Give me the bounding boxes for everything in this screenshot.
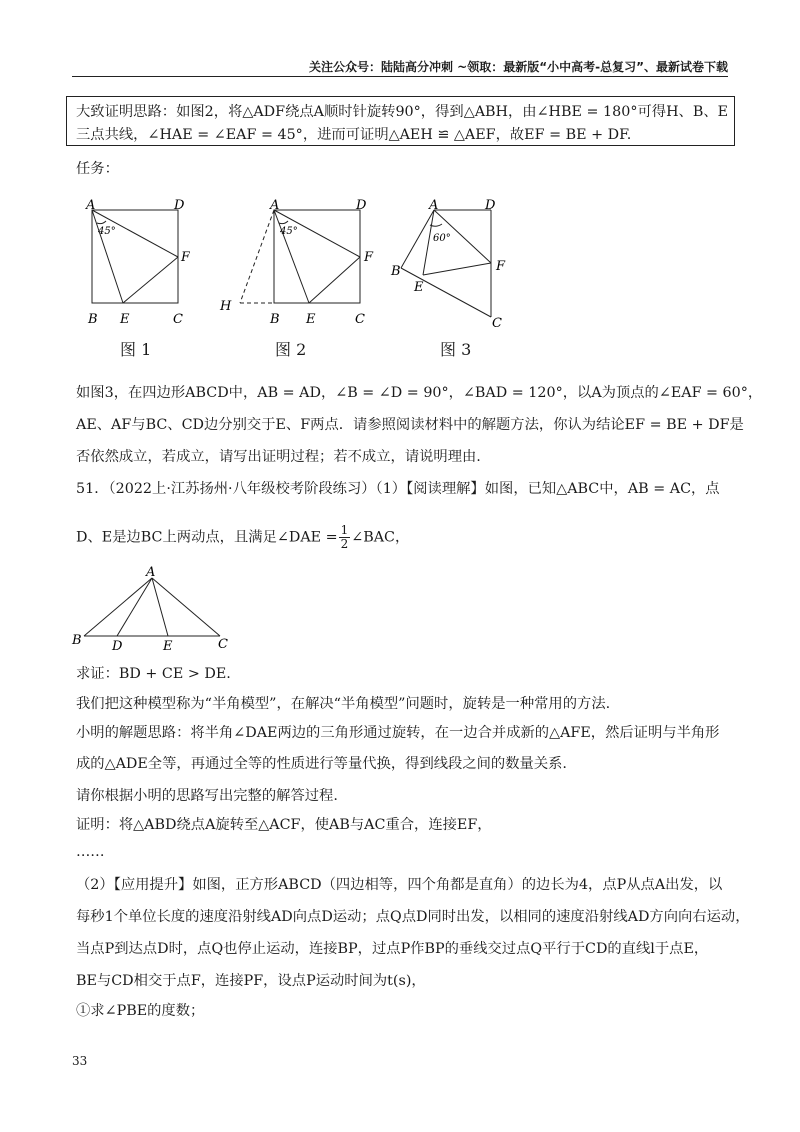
- body-line-7: ……: [76, 844, 105, 860]
- figure-3: [388, 195, 518, 335]
- fig3-label-B: B: [391, 264, 401, 279]
- task-text-2: AE、AF与BC、CD边分别交于E、F两点．请参照阅读材料中的解题方法，你认为结论EF = BE + DF是: [76, 417, 744, 433]
- figure-2-caption: 图 2: [275, 340, 307, 359]
- fraction-denominator: 2: [340, 537, 349, 551]
- fig3-label-C: C: [492, 316, 502, 331]
- fig1-label-F: F: [181, 250, 190, 265]
- task-text-1: 如图3，在四边形ABCD中，AB = AD，∠B = ∠D = 90°，∠BAD = 120°，以A为顶点的∠EAF = 60°，: [76, 385, 763, 401]
- figure-4-triangle: [68, 564, 243, 654]
- task-text-3: 否依然成立，若成立，请写出证明过程；若不成立，请说明理由.: [76, 449, 481, 465]
- fig1-angle-label: 45°: [98, 226, 116, 237]
- body-line-5: 请你根据小明的思路写出完整的解答过程.: [76, 788, 338, 804]
- fig3-label-F: F: [496, 259, 506, 274]
- body-line-6: 证明：将△ABD绕点A旋转至△ACF，使AB与AC重合，连接EF，: [76, 817, 492, 833]
- fig3-angle-label: 60°: [433, 233, 451, 244]
- fig1-label-B: B: [88, 312, 98, 327]
- fig2-label-C: C: [355, 312, 365, 327]
- figure-2: [212, 195, 387, 335]
- fig1-label-C: C: [173, 312, 183, 327]
- body-line-9: 每秒1个单位长度的速度沿射线AD向点D运动；点Q点D同时出发，以相同的速度沿射线AD方向向右运动，: [76, 909, 750, 925]
- fig4-label-D: D: [112, 639, 123, 654]
- task-label: 任务：: [76, 161, 119, 177]
- fig4-label-E: E: [163, 639, 173, 654]
- question-51-line-2: [76, 524, 409, 551]
- fig2-label-H: H: [220, 299, 232, 314]
- fig1-label-D: D: [174, 198, 185, 213]
- fig3-label-D: D: [485, 198, 496, 213]
- fig4-label-C: C: [218, 637, 228, 652]
- figure-3-caption: 图 3: [440, 340, 472, 359]
- q51-line2-post: ∠BAC，: [351, 529, 410, 546]
- body-line-12: ①求∠PBE的度数；: [76, 1003, 205, 1019]
- body-line-2: 我们把这种模型称为“半角模型”，在解决“半角模型”问题时，旋转是一种常用的方法.: [76, 696, 611, 712]
- fig1-label-A: A: [86, 198, 96, 213]
- fraction-numerator: 1: [340, 523, 349, 537]
- fig2-label-E: E: [306, 312, 316, 327]
- body-line-4: 成的△ADE全等，再通过全等的性质进行等量代换，得到线段之间的数量关系.: [76, 756, 567, 772]
- page-number: 33: [72, 1054, 88, 1068]
- q51-line2-pre: D、E是边BC上两动点，且满足∠DAE =: [76, 529, 338, 546]
- fig4-label-B: B: [72, 633, 82, 648]
- fig3-label-E: E: [414, 280, 424, 295]
- fraction-one-half: [339, 524, 351, 551]
- body-line-1: 求证：BD + CE > DE.: [76, 666, 231, 682]
- page-header: 关注公众号：陆陆高分冲刺 ~领取：最新版“小中高考-总复习”、最新试卷下载: [309, 60, 728, 74]
- box-line-1: 大致证明思路：如图2，将△ADF绕点A顺时针旋转90°，得到△ABH，由∠HBE = 180°可得H、B、E: [76, 104, 729, 120]
- fig2-label-D: D: [356, 198, 367, 213]
- fig2-label-F: F: [364, 250, 374, 265]
- fig1-label-E: E: [120, 312, 130, 327]
- figure-1-caption: 图 1: [120, 340, 152, 359]
- figure-1: [80, 195, 190, 335]
- fig4-label-A: A: [146, 565, 156, 580]
- fig3-label-A: A: [429, 198, 439, 213]
- fig2-label-A: A: [270, 198, 280, 213]
- body-line-11: BE与CD相交于点F，连接PF，设点P运动时间为t(s)，: [76, 973, 426, 989]
- body-line-10: 当点P到达点D时，点Q也停止运动，连接BP，过点P作BP的垂线交过点Q平行于CD的直线l于点E，: [76, 941, 709, 957]
- body-line-3: 小明的解题思路：将半角∠DAE两边的三角形通过旋转，在一边合并成新的△AFE，然后证明与半角形: [76, 725, 720, 741]
- box-line-2: 三点共线，∠HAE = ∠EAF = 45°，进而可证明△AEH ≌ △AEF，故EF = BE + DF.: [76, 127, 632, 143]
- body-line-8: （2）【应用提升】如图，正方形ABCD（四边相等，四个角都是直角）的边长为4，点P从点A出发，以: [76, 877, 723, 893]
- question-51-line-1: 51．（2022上·江苏扬州·八年级校考阶段练习）（1）【阅读理解】如图，已知△ABC中，AB = AC，点: [76, 481, 720, 497]
- fig2-label-B: B: [270, 312, 280, 327]
- header-rule: [72, 76, 728, 77]
- fig2-angle-label: 45°: [280, 226, 298, 237]
